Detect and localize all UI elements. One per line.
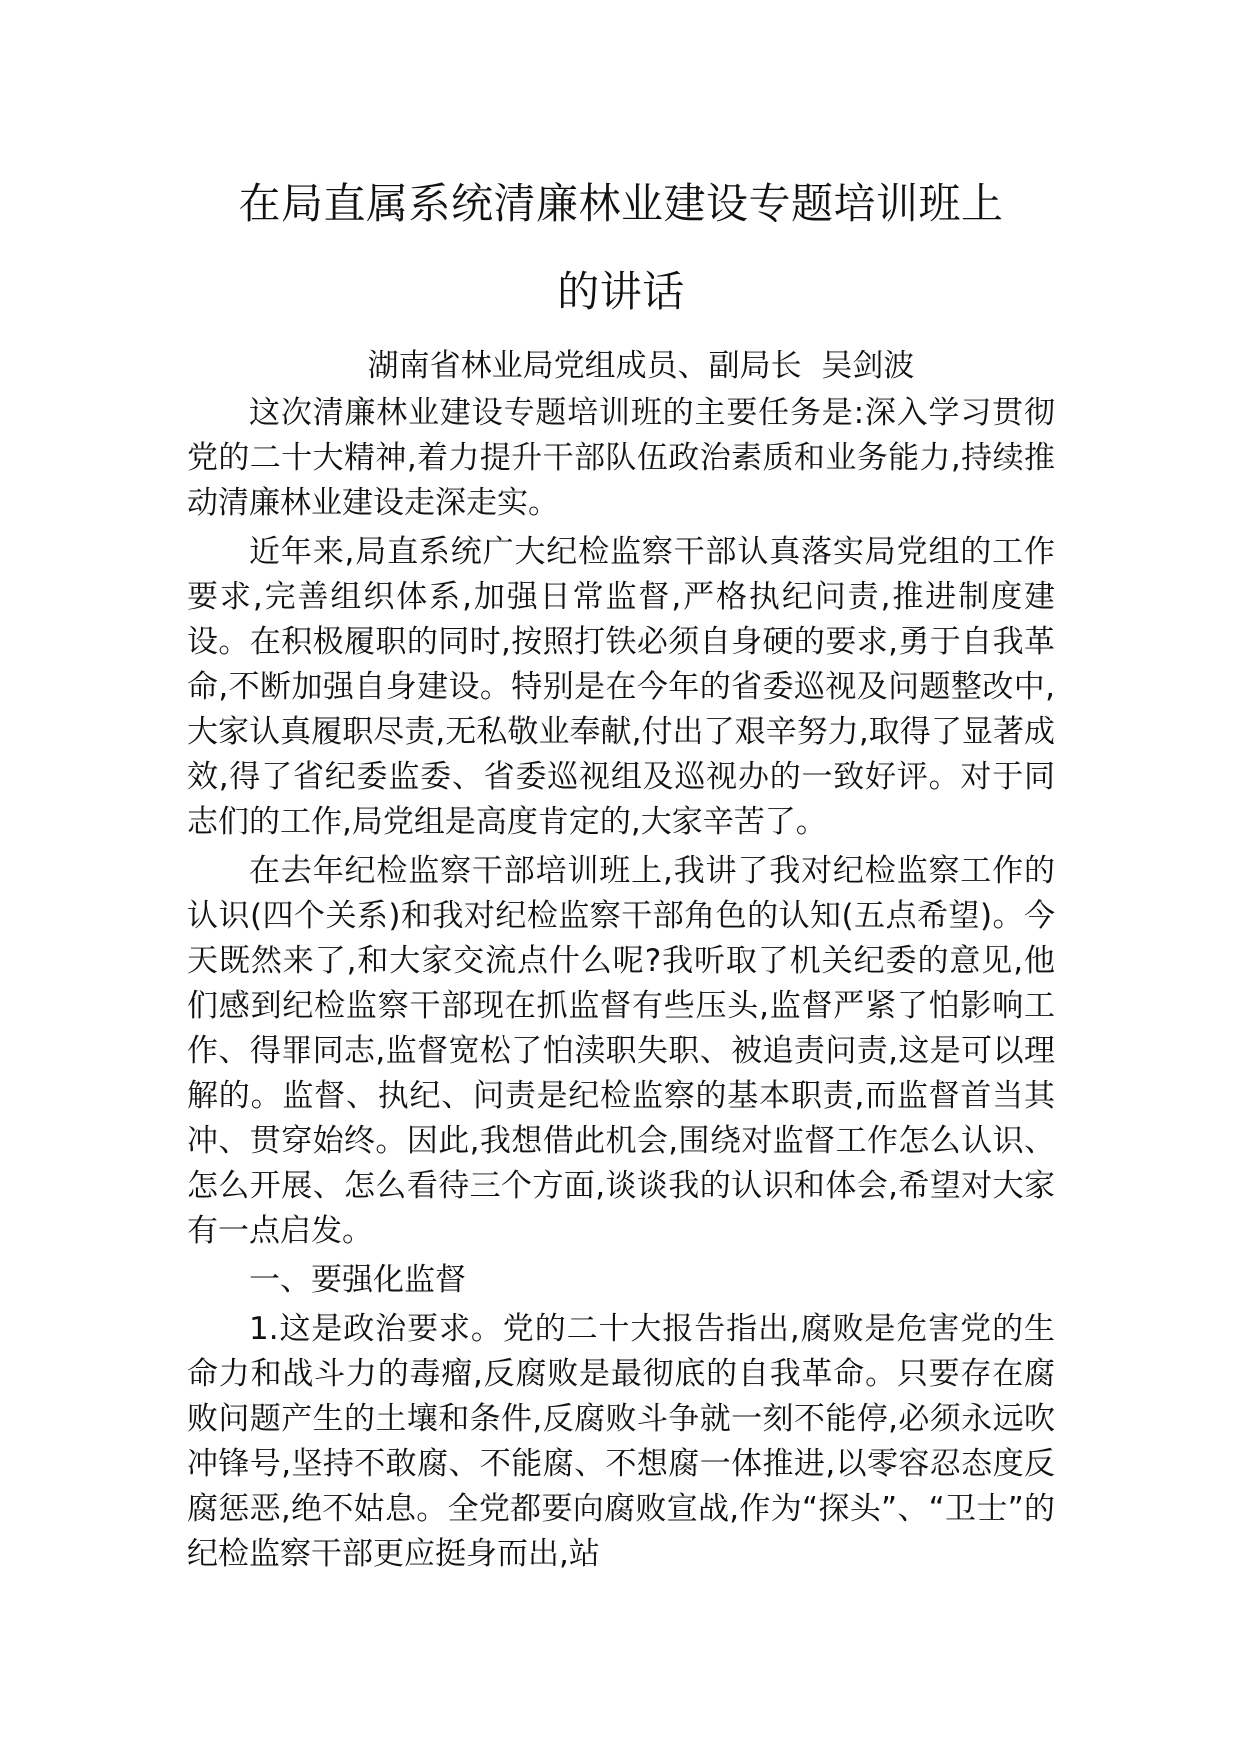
title-line-1: 在局直属系统清廉林业建设专题培训班上 (238, 179, 1004, 228)
section-paragraph: 1.这是政治要求。党的二十大报告指出,腐败是危害党的生命力和战斗力的毒瘤,反腐败是最彻底的自我革命。只要存在腐败问题产生的土壤和条件,反腐败斗争就一刻不能停,必须永远吹冲锋号,坚持不敢腐、不能腐、不想腐一体推进,以零容忍态度反腐惩恶,绝不姑息。全党都要向腐败宣战,作为“探头”、“卫士”的纪检监察干部更应挺身而出,站 (187, 1311, 1055, 1572)
title-line-2: 的讲话 (557, 267, 685, 316)
section-heading: 一、要强化监督 (249, 1262, 466, 1298)
paragraph-1: 这次清廉林业建设专题培训班的主要任务是:深入学习贯彻党的二十大精神,着力提升干部队伍政治素质和业务能力,持续推动清廉林业建设走深走实。 (187, 395, 1055, 521)
paragraph-3: 在去年纪检监察干部培训班上,我讲了我对纪检监察工作的认识(四个关系)和我对纪检监察干部角色的认知(五点希望)。今天既然来了,和大家交流点什么呢?我听取了机关纪委的意见,他们感到纪检监察干部现在抓监督有些压头,监督严紧了怕影响工作、得罪同志,监督宽松了怕渎职失职、被追责问责,这是可以理解的。监督、执纪、问责是纪检监察的基本职责,而监督首当其冲、贯穿始终。因此,我想借此机会,围绕对监督工作怎么认识、怎么开展、怎么看待三个方面,谈谈我的认识和体会,希望对大家有一点启发。 (187, 853, 1055, 1249)
document-title (187, 160, 1055, 336)
paragraph-2: 近年来,局直系统广大纪检监察干部认真落实局党组的工作要求,完善组织体系,加强日常监督,严格执纪问责,推进制度建设。在积极履职的同时,按照打铁必须自身硬的要求,勇于自我革命,不断加强自身建设。特别是在今年的省委巡视及问题整改中,大家认真履职尽责,无私敬业奉献,付出了艰辛努力,取得了显著成效,得了省纪委监委、省委巡视组及巡视办的一致好评。对于同志们的工作,局党组是高度肯定的,大家辛苦了。 (187, 534, 1055, 840)
document-page (187, 160, 1055, 1577)
author-line: 湖南省林业局党组成员、副局长 吴剑波 (367, 348, 915, 384)
